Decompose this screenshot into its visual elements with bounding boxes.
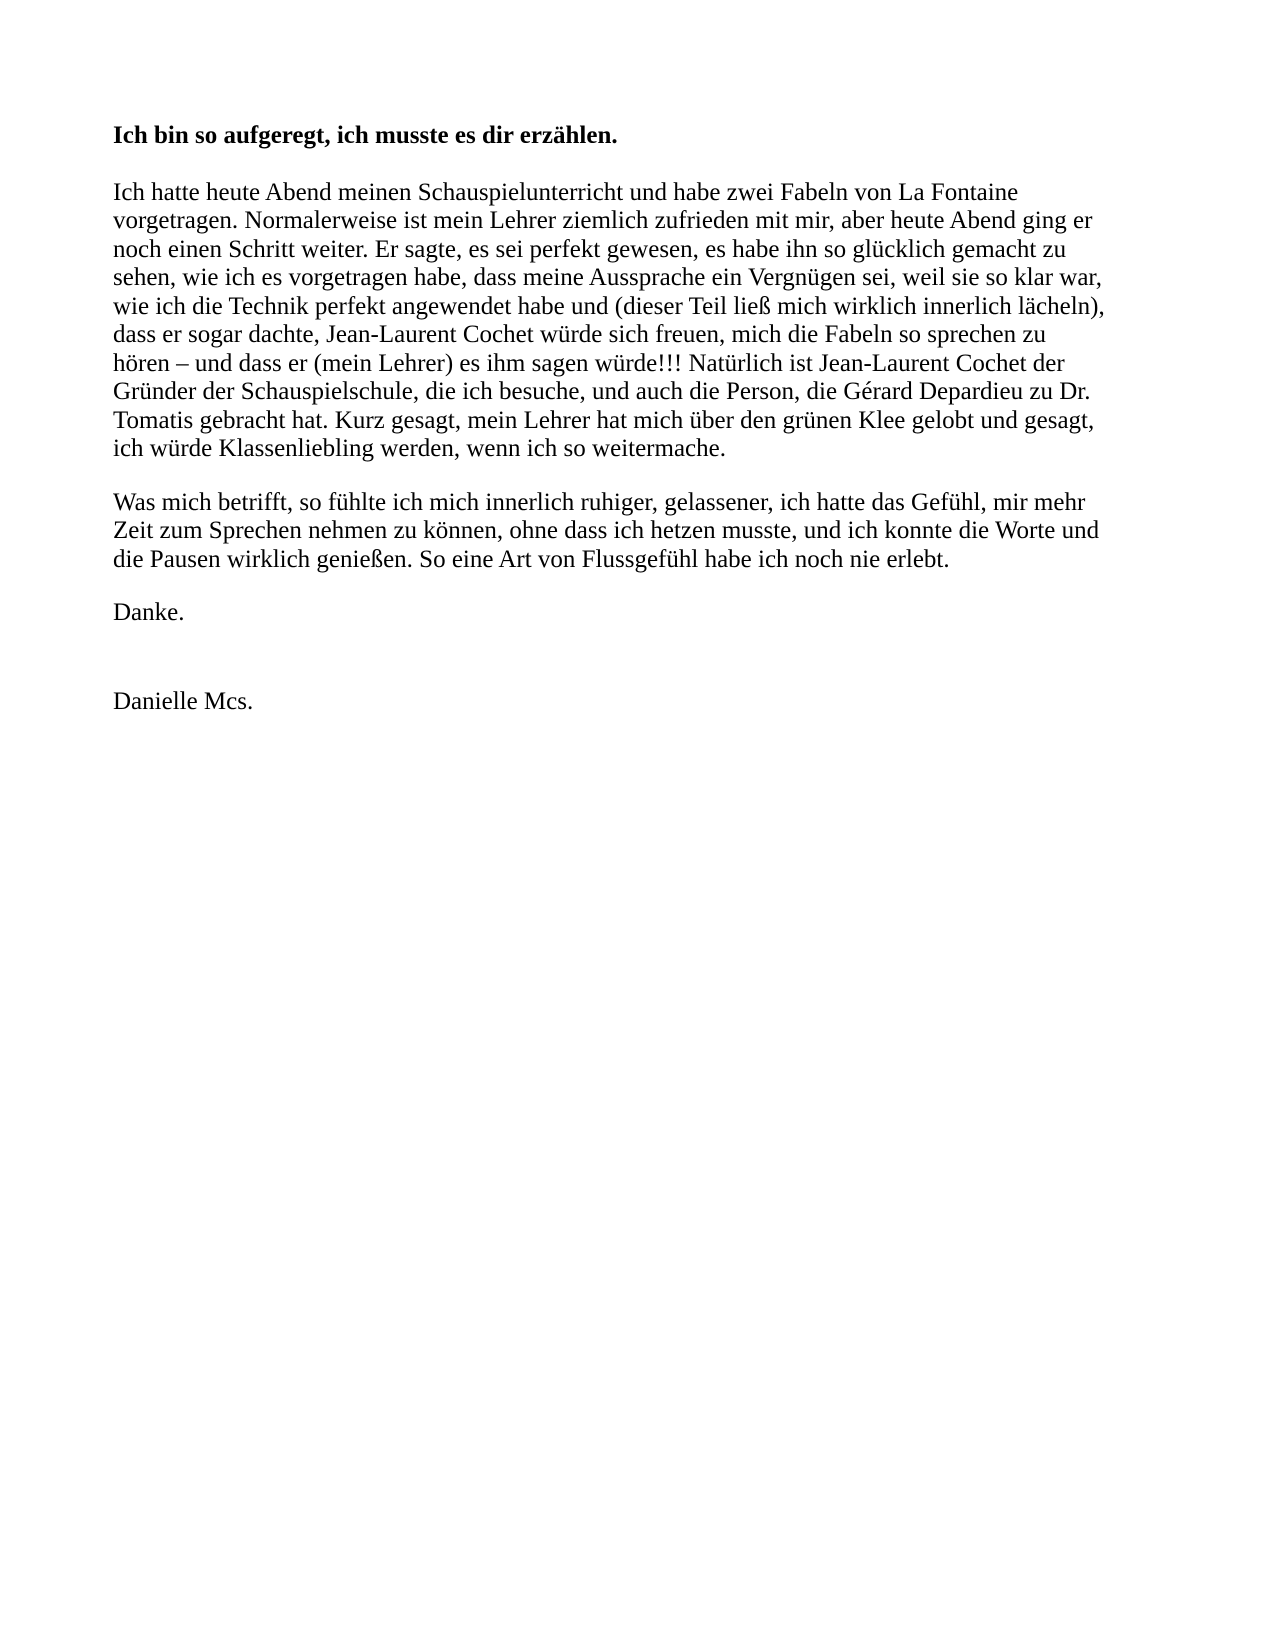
letter-heading-text: Ich bin so aufgeregt, ich musste es dir erzählen. xyxy=(113,122,618,149)
letter-paragraph-1: Ich hatte heute Abend meinen Schauspielunterricht und habe zwei Fabeln von La Fontaine vorgetragen. Normalerweise ist mein Lehrer ziemlich zufrieden mit mir, aber heute Abend ging er noch einen Schritt weiter. Er sagte, es sei perfekt gewesen, es habe ihn so glücklich gemacht zu sehen, wie ich es vorgetragen habe, dass meine Aussprache ein Vergnügen sei, weil sie so klar war, wie ich die Technik perfekt angewendet habe und (dieser Teil ließ mich wirklich innerlich lächeln), dass er sogar dachte, Jean-Laurent Cochet würde sich freuen, mich die Fabeln so sprechen zu hören – und dass er (mein Lehrer) es ihm sagen würde!!! Natürlich ist Jean-Laurent Cochet der Gründer der Schauspielschule, die ich besuche, und auch die Person, die Gérard Depardieu zu Dr. Tomatis gebracht hat. Kurz gesagt, mein Lehrer hat mich über den grünen Klee gelobt und gesagt, ich würde Klassenliebling werden, wenn ich so weitermache. xyxy=(113,178,1105,462)
letter-signature: Danielle Mcs. xyxy=(113,687,254,715)
letter-heading xyxy=(113,122,1105,151)
letter-paragraph-2: Was mich betrifft, so fühlte ich mich innerlich ruhiger, gelassener, ich hatte das Gefühl, mir mehr Zeit zum Sprechen nehmen zu können, ohne dass ich hetzen musste, und ich konnte die Worte und die Pausen wirklich genießen. So eine Art von Flussgefühl habe ich noch nie erlebt. xyxy=(113,488,1100,573)
letter-closing: Danke. xyxy=(113,599,185,626)
